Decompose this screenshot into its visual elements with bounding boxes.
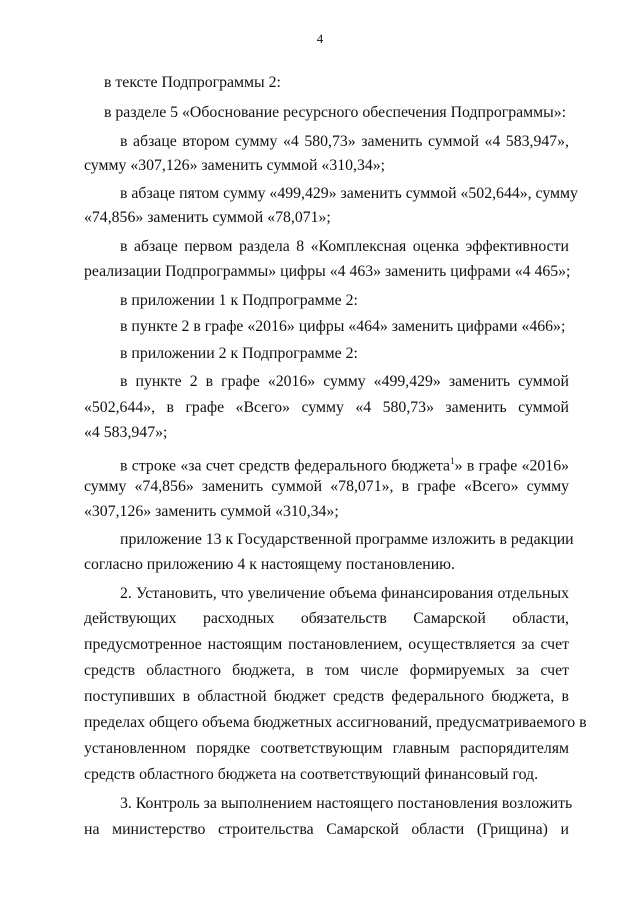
- text-line: сумму «74,856» заменить суммой «78,071», в графе «Всего» сумму: [84, 478, 569, 495]
- text-line: в тексте Подпрограммы 2:: [104, 74, 281, 91]
- text-line: в разделе 5 «Обоснование ресурсного обеспечения Подпрограммы»:: [104, 104, 567, 121]
- text-line: предусмотренное настоящим постановлением, осуществляется за счет: [84, 636, 569, 653]
- text-line: согласно приложению 4 к настоящему постановлению.: [84, 556, 455, 573]
- text-line: действующих расходных обязательств Самарской области,: [84, 610, 569, 627]
- text-line: сумму «307,126» заменить суммой «310,34»;: [84, 157, 386, 174]
- text-line: в абзаце пятом сумму «499,429» заменить суммой «502,644», сумму: [120, 185, 578, 202]
- text-segment: » в графе «2016»: [454, 457, 570, 475]
- text-line: пределах общего объема бюджетных ассигнований, предусматриваемого в: [84, 714, 587, 731]
- text-line: приложение 13 к Государственной программе изложить в редакции: [120, 531, 574, 548]
- text-line: реализации Подпрограммы» цифры «4 463» заменить цифрами «4 465»;: [84, 263, 571, 280]
- text-line: средств областного бюджета на соответствующий финансовый год.: [84, 766, 539, 783]
- text-line: в пункте 2 в графе «2016» сумму «499,429» заменить суммой: [120, 373, 569, 390]
- text-line: поступивших в областной бюджет средств федерального бюджета, в: [84, 688, 569, 705]
- text-line: «74,856» заменить суммой «78,071»;: [84, 209, 331, 226]
- text-line: в абзаце первом раздела 8 «Комплексная оценка эффективности: [120, 238, 569, 255]
- text-line: в абзаце втором сумму «4 580,73» заменить суммой «4 583,947»,: [120, 133, 569, 150]
- page-number: 4: [316, 31, 324, 46]
- text-line: «502,644», в графе «Всего» сумму «4 580,73» заменить суммой: [84, 399, 569, 416]
- text-line: «4 583,947»;: [84, 424, 168, 441]
- text-line: в пункте 2 в графе «2016» цифры «464» заменить цифрами «466»;: [120, 318, 566, 335]
- text-line: в приложении 2 к Подпрограмме 2:: [120, 345, 358, 362]
- footnote-mark: 1: [450, 456, 455, 466]
- text-line: 2. Установить, что увеличение объема финансирования отдельных: [120, 585, 569, 602]
- text-line: установленном порядке соответствующим главным распорядителям: [84, 740, 569, 757]
- text-line-with-footnote: [120, 451, 569, 476]
- text-segment: в строке «за счет средств федерального бюджета: [120, 457, 451, 475]
- text-line: средств областного бюджета, в том числе формируемых за счет: [84, 662, 569, 679]
- text-line: 3. Контроль за выполнением настоящего постановления возложить: [120, 795, 573, 812]
- text-line: «307,126» заменить суммой «310,34»;: [84, 503, 339, 520]
- text-line: на министерство строительства Самарской области (Грищина) и: [84, 821, 569, 838]
- text-line: в приложении 1 к Подпрограмме 2:: [120, 292, 358, 309]
